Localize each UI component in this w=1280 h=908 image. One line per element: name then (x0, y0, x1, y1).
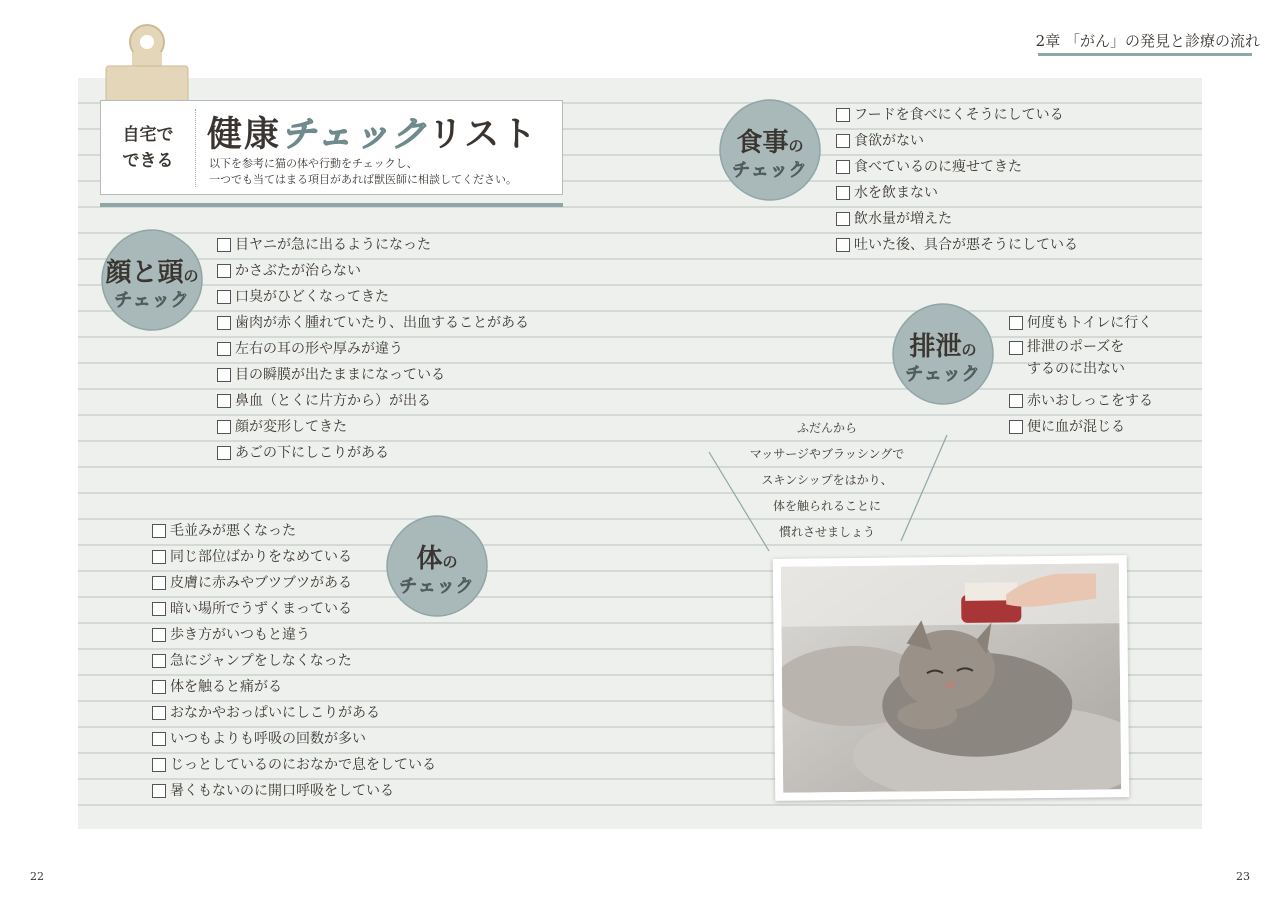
list-item[interactable]: 水を飲まない (836, 180, 1078, 206)
badge-excretion-title: 排泄の (909, 332, 977, 362)
checkbox[interactable] (217, 290, 231, 304)
list-item[interactable]: 目の瞬膜が出たままになっている (217, 362, 529, 388)
checkbox[interactable] (1009, 394, 1023, 408)
checklist-excretion (1009, 310, 1153, 440)
checkbox[interactable] (217, 368, 231, 382)
list-item[interactable]: 鼻血（とくに片方から）が出る (217, 388, 529, 414)
list-item[interactable]: 赤いおしっこをする (1009, 388, 1153, 414)
checkbox[interactable] (836, 186, 850, 200)
cat-photo-illustration (781, 563, 1121, 793)
list-item[interactable]: 何度もトイレに行く (1009, 310, 1153, 336)
checkbox[interactable] (152, 654, 166, 668)
list-item[interactable]: 吐いた後、具合が悪そうにしている (836, 232, 1078, 258)
list-item[interactable]: 飲水量が増えた (836, 206, 1078, 232)
checkbox[interactable] (836, 238, 850, 252)
checkbox[interactable] (217, 342, 231, 356)
badge-face (100, 228, 204, 332)
cat-brushing-photo (773, 555, 1130, 801)
list-item[interactable]: 体を触ると痛がる (152, 674, 436, 700)
list-item[interactable]: 皮膚に赤みやブツブツがある (152, 570, 436, 596)
checkbox[interactable] (152, 784, 166, 798)
checkbox[interactable] (1009, 420, 1023, 434)
checkbox[interactable] (217, 316, 231, 330)
page-number-right: 23 (1236, 870, 1250, 883)
list-item[interactable]: おなかやおっぱいにしこりがある (152, 700, 436, 726)
checkbox[interactable] (217, 264, 231, 278)
checkbox[interactable] (152, 628, 166, 642)
checkbox[interactable] (1009, 341, 1023, 355)
checkbox[interactable] (152, 550, 166, 564)
checkbox[interactable] (217, 420, 231, 434)
checkbox[interactable] (836, 134, 850, 148)
list-item[interactable]: フードを食べにくそうにしている (836, 102, 1078, 128)
checkbox[interactable] (217, 394, 231, 408)
list-item[interactable]: 食べているのに痩せてきた (836, 154, 1078, 180)
title-box (100, 100, 563, 195)
list-item[interactable]: 目ヤニが急に出るようになった (217, 232, 529, 258)
checkbox[interactable] (152, 732, 166, 746)
list-item[interactable]: 左右の耳の形や厚みが違う (217, 336, 529, 362)
checkbox[interactable] (217, 238, 231, 252)
badge-face-title: 顔と頭の (105, 258, 199, 288)
badge-food-check: チェック (732, 160, 808, 181)
badge-body-title: 体の (416, 544, 458, 574)
list-item[interactable]: 同じ部位ばかりをなめている (152, 544, 436, 570)
list-item[interactable]: 毛並みが悪くなった (152, 518, 436, 544)
list-item[interactable]: いつもよりも呼吸の回数が多い (152, 726, 436, 752)
checkbox[interactable] (152, 576, 166, 590)
list-item[interactable]: 暗い場所でうずくまっている (152, 596, 436, 622)
checkbox[interactable] (1009, 316, 1023, 330)
binder-clip-icon (104, 20, 190, 106)
list-item[interactable]: 歯肉が赤く腫れていたり、出血することがある (217, 310, 529, 336)
chapter-rule (1038, 53, 1252, 56)
checkbox[interactable] (152, 524, 166, 538)
checklist-food (836, 102, 1078, 258)
checkbox[interactable] (152, 680, 166, 694)
title-description: 以下を参考に猫の体や行動をチェックし、 一つでも当てはまる項目があれば獣医師に相談してください。 (209, 157, 517, 186)
list-item[interactable]: かさぶたが治らない (217, 258, 529, 284)
checkbox[interactable] (836, 212, 850, 226)
brushing-tip: ふだんから マッサージやブラッシングで スキンシップをはかり、 体を触られることに 慣れさせましょう (749, 421, 905, 539)
checkbox[interactable] (152, 758, 166, 772)
checklist-body (152, 518, 436, 804)
badge-food (718, 98, 822, 202)
title-separator (195, 109, 196, 187)
checkbox[interactable] (836, 108, 850, 122)
page-number-left: 22 (30, 870, 44, 883)
badge-excretion (891, 302, 995, 406)
list-item[interactable]: 顔が変形してきた (217, 414, 529, 440)
list-item[interactable]: 排泄のポーズを するのに出ない (1009, 336, 1153, 388)
title-part-2: チェック (281, 115, 428, 155)
checkbox[interactable] (152, 706, 166, 720)
title-subtitle: 自宅で できる (122, 124, 174, 171)
badge-body-check: チェック (399, 576, 475, 597)
badge-face-check: チェック (114, 290, 190, 311)
checklist-face (217, 232, 529, 466)
list-item[interactable]: 急にジャンプをしなくなった (152, 648, 436, 674)
list-item[interactable]: 口臭がひどくなってきた (217, 284, 529, 310)
chapter-header: 2章 「がん」の発見と診療の流れ (1035, 32, 1260, 50)
title-left-panel (101, 101, 195, 194)
list-item[interactable]: あごの下にしこりがある (217, 440, 529, 466)
badge-excretion-check: チェック (905, 364, 981, 385)
checkbox[interactable] (836, 160, 850, 174)
list-item[interactable]: 便に血が混じる (1009, 414, 1153, 440)
list-item[interactable]: 食欲がない (836, 128, 1078, 154)
list-item[interactable]: 暑くもないのに開口呼吸をしている (152, 778, 436, 804)
list-item[interactable]: じっとしているのにおなかで息をしている (152, 752, 436, 778)
title-part-3: リスト (427, 115, 539, 155)
badge-food-title: 食事の (736, 128, 804, 158)
checkbox[interactable] (152, 602, 166, 616)
title-part-1: 健康 (207, 115, 282, 155)
page-title (207, 107, 538, 157)
list-item[interactable]: 歩き方がいつもと違う (152, 622, 436, 648)
checkbox[interactable] (217, 446, 231, 460)
title-underline (100, 203, 563, 207)
